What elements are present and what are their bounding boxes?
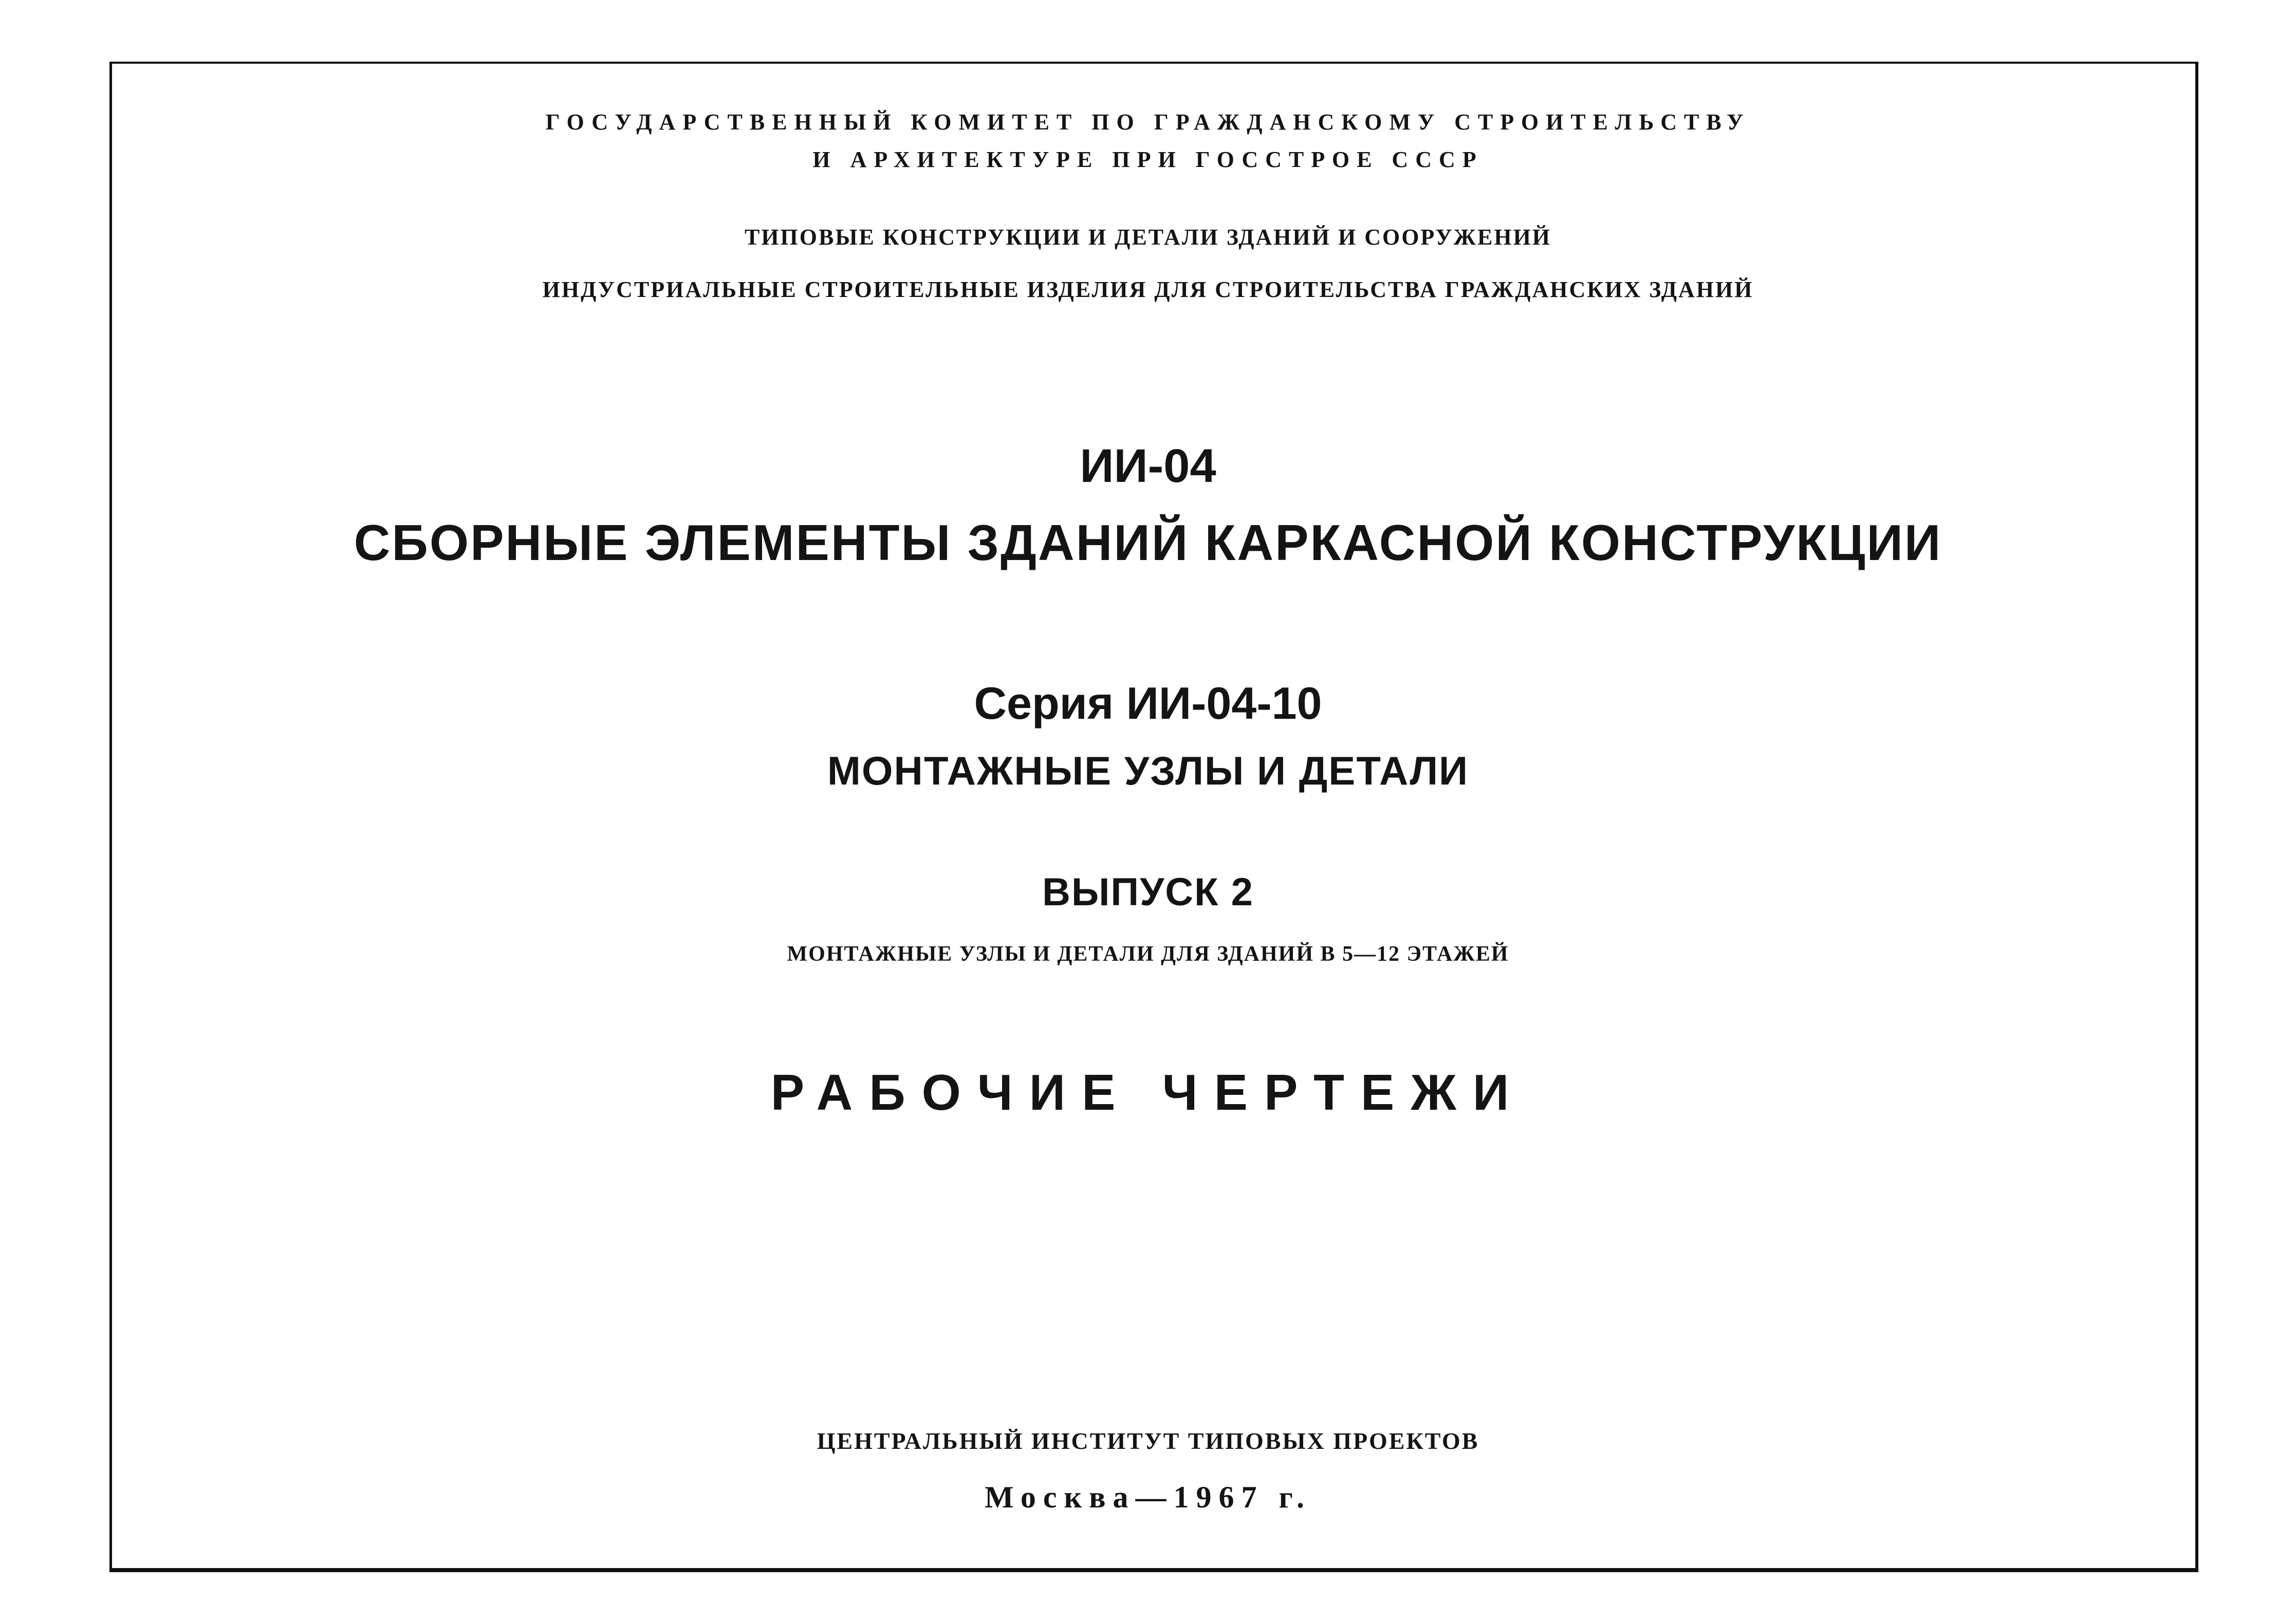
series-subtitle: МОНТАЖНЫЕ УЗЛЫ И ДЕТАЛИ	[827, 748, 1469, 793]
issue-description: МОНТАЖНЫЕ УЗЛЫ И ДЕТАЛИ ДЛЯ ЗДАНИЙ В 5—12 ЭТАЖЕЙ	[787, 942, 1509, 966]
category-line-1: ТИПОВЫЕ КОНСТРУКЦИИ И ДЕТАЛИ ЗДАНИЙ И СООРУЖЕНИЙ	[744, 225, 1552, 250]
working-drawings-label: РАБОЧИЕ ЧЕРТЕЖИ	[770, 1064, 1526, 1121]
organization-line-1: ГОСУДАРСТВЕННЫЙ КОМИТЕТ ПО ГРАЖДАНСКОМУ СТРОИТЕЛЬСТВУ	[545, 109, 1751, 135]
series-label: Серия ИИ-04-10	[974, 678, 1322, 729]
category-line-2: ИНДУСТРИАЛЬНЫЕ СТРОИТЕЛЬНЫЕ ИЗДЕЛИЯ ДЛЯ СТРОИТЕЛЬСТВА ГРАЖДАНСКИХ ЗДАНИЙ	[542, 277, 1754, 302]
publisher-name: ЦЕНТРАЛЬНЫЙ ИНСТИТУТ ТИПОВЫХ ПРОЕКТОВ	[817, 1428, 1479, 1454]
document-title: СБОРНЫЕ ЭЛЕМЕНТЫ ЗДАНИЙ КАРКАСНОЙ КОНСТРУКЦИИ	[354, 514, 1942, 571]
city-year: Москва—1967 г.	[985, 1480, 1311, 1514]
organization-line-2: И АРХИТЕКТУРЕ ПРИ ГОССТРОЕ СССР	[812, 147, 1484, 172]
document-code: ИИ-04	[1080, 440, 1216, 492]
issue-label: ВЫПУСК 2	[1042, 870, 1254, 914]
